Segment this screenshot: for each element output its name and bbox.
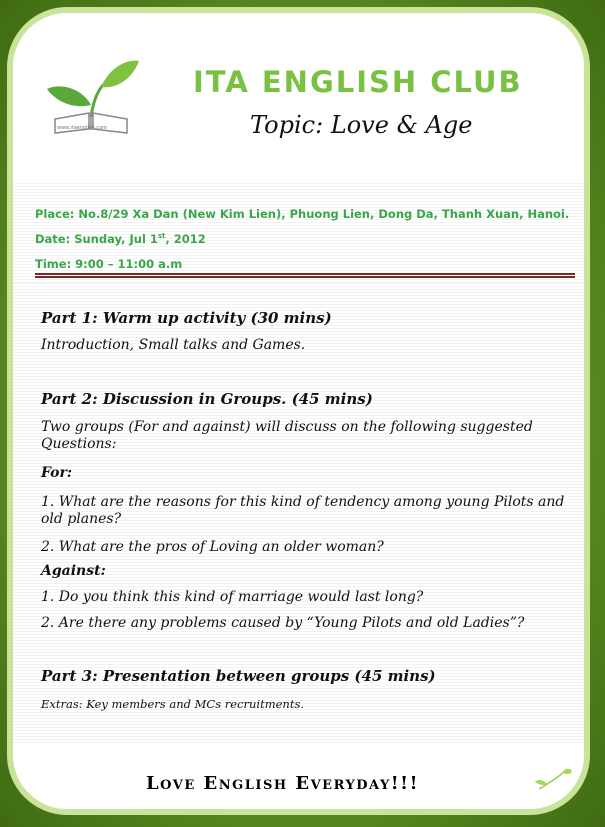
logo-url-text: www.itaenglish.com bbox=[57, 125, 108, 131]
time-text: Time: 9:00 – 11:00 a.m bbox=[35, 257, 183, 271]
for-question-1-line2: old planes? bbox=[41, 511, 122, 527]
topic-title: Topic: Love & Age bbox=[250, 111, 473, 139]
for-question-1-line1: 1. What are the reasons for this kind of tendency among young Pilots and bbox=[41, 494, 565, 510]
place-text: Place: No.8/29 Xa Dan (New Kim Lien), Phuong Lien, Dong Da, Thanh Xuan, Hanoi. bbox=[35, 207, 570, 221]
motto-text: Love English Everyday!!! bbox=[146, 773, 419, 794]
flyer-card bbox=[7, 7, 590, 815]
agenda-content bbox=[13, 283, 584, 743]
for-question-2: 2. What are the pros of Loving an older woman? bbox=[41, 539, 384, 555]
part3-heading: Part 3: Presentation between groups (45 mins) bbox=[41, 667, 436, 685]
part2-intro-line1: Two groups (For and against) will discuss on the following suggested bbox=[41, 419, 533, 435]
flyer-header bbox=[13, 13, 584, 183]
part2-intro-line2: Questions: bbox=[41, 436, 117, 452]
date-text bbox=[35, 232, 206, 246]
date-main: Date: Sunday, Jul 1 bbox=[35, 232, 158, 246]
against-question-2: 2. Are there any problems caused by “Young Pilots and old Ladies”? bbox=[41, 615, 525, 631]
part1-text: Introduction, Small talks and Games. bbox=[41, 337, 306, 353]
event-info-band bbox=[13, 183, 584, 283]
leaf-sprig-icon bbox=[533, 765, 573, 795]
club-title: ITA ENGLISH CLUB bbox=[193, 65, 523, 99]
part3-extras: Extras: Key members and MCs recruitments. bbox=[41, 697, 305, 711]
date-ordinal: st bbox=[157, 232, 166, 241]
part1-heading: Part 1: Warm up activity (30 mins) bbox=[41, 309, 332, 327]
for-label: For: bbox=[41, 465, 73, 481]
against-question-1: 1. Do you think this kind of marriage would last long? bbox=[41, 589, 424, 605]
section-divider bbox=[35, 273, 575, 278]
against-label: Against: bbox=[41, 563, 106, 579]
part2-heading: Part 2: Discussion in Groups. (45 mins) bbox=[41, 390, 373, 408]
date-year: , 2012 bbox=[165, 232, 206, 246]
sprout-book-logo-icon bbox=[41, 47, 141, 137]
